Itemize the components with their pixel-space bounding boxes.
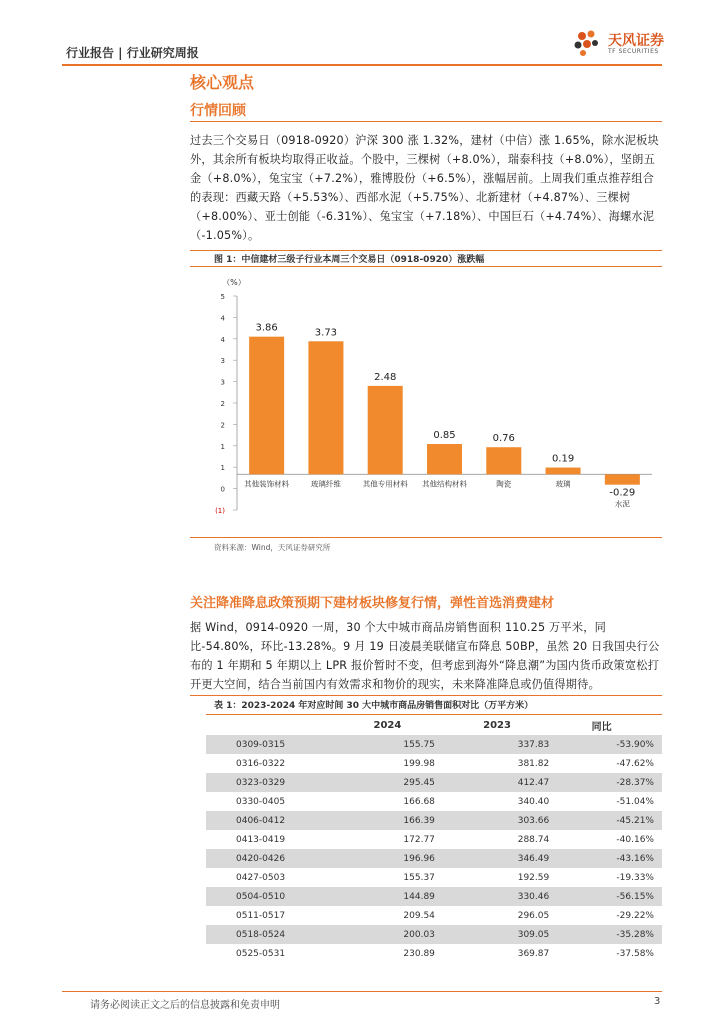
disclaimer-notice: 请务必阅读正文之后的信息披露和免责申明 [90, 1000, 280, 1011]
policy-paragraph: 据 Wind，0914-0920 一周，30 个大中城市商品房销售面积 110.25 万平米，同比-54.80%，环比-13.28%。9 月 19 日凌晨美联储宣布降息 50BP，虽然 20 日我国央行公布的 1 年期和 5 年期以上 LPR 报价暂时不变，但考虑到海外“降息潮”为国内货币政策宽松打开更大空间，结合当前国内有效需求和物价的现实，未来降准降息或仍值得期待。 [190, 621, 660, 691]
table-header-row [206, 715, 662, 735]
table-cell-period: 0316-0322 [236, 758, 286, 769]
table-cell-period: 0427-0503 [236, 872, 286, 883]
figure-source: 资料来源：Wind，天风证券研究所 [214, 543, 331, 552]
table-header-cell: 2024 [373, 719, 402, 731]
x-category-label: 水泥 [614, 499, 630, 509]
figure-bottom-rule [190, 537, 662, 538]
table-cell-value: 381.82 [517, 758, 550, 769]
sales-area-table [206, 715, 662, 963]
table-cell-period: 0525-0531 [236, 948, 286, 959]
chart-bar [605, 474, 640, 484]
table-cell-period: 0504-0510 [206, 887, 340, 906]
table-cell-value: 209.54 [403, 910, 435, 921]
table-cell-value: -45.21% [549, 811, 662, 830]
y-tick-label: 1 [220, 442, 225, 451]
report-header-label: 行业报告 | 行业研究周报 [66, 46, 199, 60]
y-tick-label: 4 [220, 335, 225, 344]
table-cell-value: 295.45 [340, 773, 445, 792]
footer-divider [62, 991, 662, 992]
table-row [206, 944, 662, 963]
table-row [206, 811, 662, 830]
table-cell-period: 0420-0426 [206, 849, 340, 868]
bar-value-label: 3.73 [314, 327, 338, 339]
table-cell-value: 412.47 [445, 773, 549, 792]
y-tick-label: 3 [220, 378, 225, 387]
table-cell-value: -37.58% [616, 948, 654, 959]
table-cell-value: -43.16% [549, 849, 662, 868]
table-cell-value: -29.22% [616, 910, 654, 921]
table-header-cell: 2023 [483, 719, 511, 731]
x-category-label: 玻璃 [555, 479, 571, 489]
table-cell-value: 346.49 [445, 849, 549, 868]
table-cell-period: 0323-0329 [206, 773, 340, 792]
table-cell-value: -35.28% [549, 925, 662, 944]
table-row [206, 773, 662, 792]
y-tick-label: 5 [220, 293, 225, 301]
y-tick-label: 0 [220, 485, 225, 494]
table-cell-value: 144.89 [340, 887, 445, 906]
chart-bar [427, 444, 462, 474]
table-cell-value: 340.40 [517, 796, 550, 807]
figure-title: 图 1：中信建材三级子行业本周三个交易日（0918-0920）涨跌幅 [214, 255, 485, 265]
table-header-cell: 同比 [591, 721, 612, 733]
table-cell-value: 296.05 [517, 910, 550, 921]
bar-value-label: 0.85 [433, 430, 456, 442]
table-cell-value: 199.98 [403, 758, 435, 769]
y-tick-label: 4 [220, 314, 225, 323]
table-cell-period: 0413-0419 [236, 834, 286, 845]
section-subtitle: 行情回顾 [190, 103, 246, 119]
table-cell-value: 369.87 [517, 948, 550, 959]
chart-bar [546, 468, 581, 475]
table-cell-value: 303.66 [445, 811, 549, 830]
x-category-label: 其他专用材料 [362, 479, 408, 489]
table-cell-value: -19.33% [616, 872, 654, 883]
table-cell-period: 0330-0405 [236, 796, 286, 807]
chart-bar [486, 447, 521, 474]
table-row [206, 925, 662, 944]
table-title: 表 1：2023-2024 年对应时间 30 大中城市商品房销售面积对比（万平方米） [214, 701, 534, 711]
x-category-label: 玻璃纤维 [310, 479, 341, 489]
subtitle-divider [190, 121, 662, 122]
table-cell-value: 330.46 [445, 887, 549, 906]
table-cell-period: 0406-0412 [206, 811, 340, 830]
chart-bar [249, 337, 284, 475]
table-cell-value: 309.05 [445, 925, 549, 944]
table-row [206, 868, 662, 887]
table-cell-period: 0511-0517 [236, 910, 286, 921]
y-tick-label: 2 [220, 400, 225, 408]
section-title: 核心观点 [190, 73, 255, 92]
table-cell-value: 230.89 [403, 948, 435, 959]
table-cell-value: 155.75 [340, 735, 445, 754]
table-row [206, 754, 662, 773]
table-header-cell [206, 715, 340, 735]
table-cell-value: 337.83 [445, 735, 549, 754]
table-top-rule [190, 695, 662, 696]
page-number: 3 [654, 996, 661, 1007]
x-category-label: 陶瓷 [496, 479, 512, 489]
logo-text: 天风证券 [608, 33, 664, 49]
bar-value-label: 3.86 [255, 322, 278, 334]
logo-flower-icon [572, 28, 602, 58]
table-cell-value: -53.90% [549, 735, 662, 754]
table-row [206, 792, 662, 811]
bar-chart [190, 268, 662, 536]
table-cell-value: -56.15% [549, 887, 662, 906]
y-axis-unit-label: （%） [222, 278, 246, 287]
table-cell-value: 172.77 [403, 834, 435, 845]
bar-value-label: 2.48 [374, 371, 397, 383]
table-cell-value: 166.68 [403, 796, 435, 807]
table-cell-period: 0518-0524 [206, 925, 340, 944]
bar-value-label: -0.29 [609, 487, 636, 499]
chart-bar [368, 386, 403, 474]
table-cell-value: 200.03 [340, 925, 445, 944]
table-cell-value: -51.04% [616, 796, 654, 807]
bar-value-label: 0.19 [551, 453, 575, 465]
table-row [206, 735, 662, 754]
table-row [206, 887, 662, 906]
bar-value-label: 0.76 [492, 433, 515, 445]
x-category-label: 其他结构材料 [422, 479, 467, 489]
table-cell-value: 192.59 [517, 872, 550, 883]
market-review-paragraph: 过去三个交易日（0918-0920）沪深 300 涨 1.32%，建材（中信）涨 1.65%，除水泥板块外，其余所有板块均取得正收益。个股中，三棵树（+8.0%），瑞泰科技（+8.0%），坚朗五金（+8.0%），兔宝宝（+7.2%），雅博股份（+6.5%），涨幅居前。上周我们重点推荐组合的表现：西藏天路（+5.53%）、西部水泥（+5.75%）、北新建材（+4.87%）、三棵树（+8.00%）、亚士创能（-6.31%）、兔宝宝（+7.18%）、中国巨石（+4.74%）、海螺水泥（-1.05%）。 [190, 134, 659, 242]
chart-bar [308, 341, 343, 474]
brand-logo [572, 28, 670, 60]
table-cell-value: 288.74 [517, 834, 550, 845]
table-cell-value: 196.96 [340, 849, 445, 868]
table-cell-period: 0309-0315 [206, 735, 340, 754]
table-row [206, 849, 662, 868]
table-cell-value: -47.62% [616, 758, 654, 769]
table-cell-value: -28.37% [549, 773, 662, 792]
figure-title-rule [190, 266, 662, 267]
table-row [206, 830, 662, 849]
header-divider [62, 64, 662, 66]
table-cell-value: -40.16% [616, 834, 654, 845]
table-cell-value: 166.39 [340, 811, 445, 830]
figure-top-rule [190, 250, 662, 251]
table-row [206, 906, 662, 925]
y-tick-label: (1) [215, 507, 225, 515]
x-category-label: 其他装饰材料 [244, 479, 290, 489]
logo-subtext: TF SECURITIES [608, 48, 659, 55]
y-tick-label: 2 [220, 421, 225, 430]
policy-heading: 关注降准降息政策预期下建材板块修复行情，弹性首选消费建材 [190, 596, 555, 611]
y-tick-label: 3 [220, 357, 225, 366]
y-tick-label: 1 [220, 464, 225, 473]
table-cell-value: 155.37 [403, 872, 435, 883]
